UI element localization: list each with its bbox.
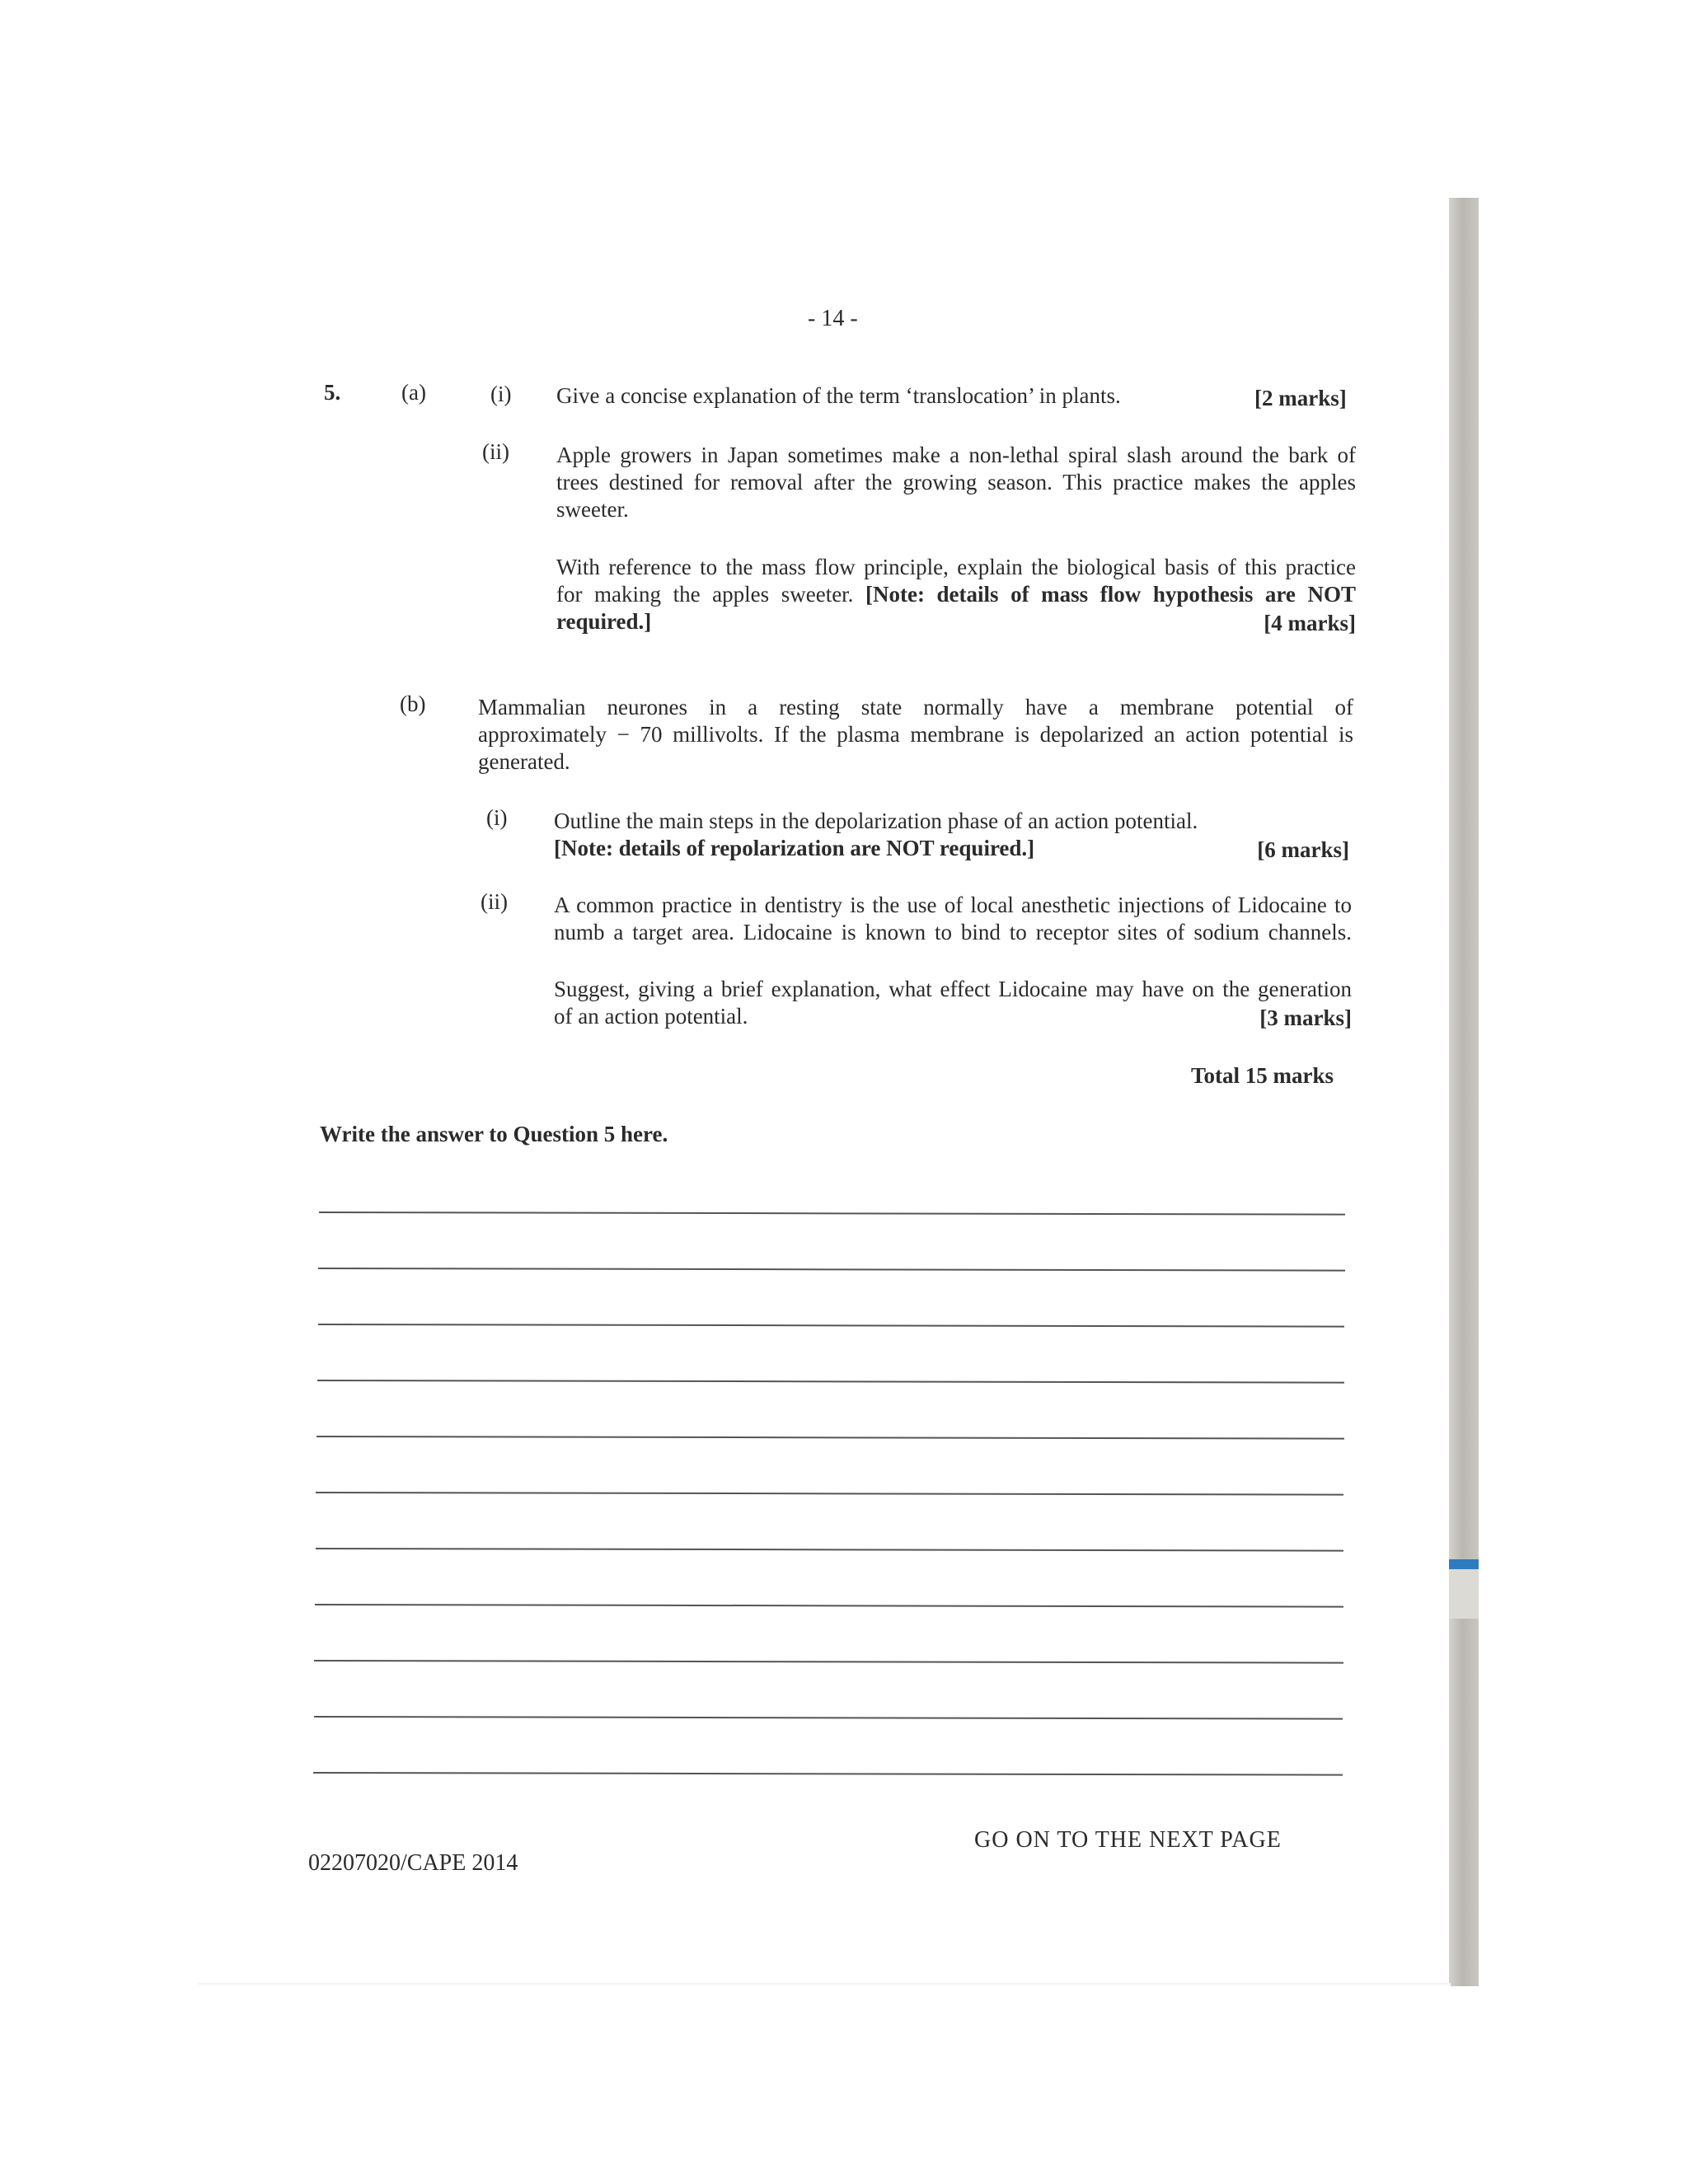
part-b-line-1: Mammalian neurones in a resting state normally have a membrane potential of — [478, 695, 1353, 719]
part-a-ii-marks: [4 marks] — [1264, 611, 1356, 635]
part-b-intro — [478, 694, 1353, 776]
scanned-page-edge — [1449, 198, 1479, 1986]
part-a-ii-line-2: trees destined for removal after the growing season. This practice makes the apples — [556, 470, 1356, 494]
part-a-i-label: (i) — [490, 382, 512, 406]
footer-next-page: GO ON TO THE NEXT PAGE — [974, 1827, 1282, 1853]
part-b-i-note-line — [554, 835, 1349, 862]
part-b-line-2: approximately − 70 millivolts. If the plasma membrane is depolarized an action potential is — [478, 722, 1353, 747]
answer-line — [316, 1548, 1343, 1552]
part-b-ii-para2-line-1: Suggest, giving a brief explanation, what effect Lidocaine may have on the generation — [554, 977, 1352, 1001]
footer-paper-code: 02207020/CAPE 2014 — [308, 1850, 518, 1876]
answer-line — [315, 1604, 1343, 1608]
part-b-line-3: generated. — [478, 749, 570, 774]
answer-line — [316, 1492, 1343, 1496]
part-a-label: (a) — [401, 380, 426, 405]
part-a-i-text: Give a concise explanation of the term ‘translocation’ in plants. — [556, 383, 1121, 408]
question-number: 5. — [324, 380, 341, 405]
part-a-i-marks: [2 marks] — [1254, 386, 1347, 410]
part-a-ii-line-1: Apple growers in Japan sometimes make a non-lethal spiral slash around the bark of — [556, 443, 1356, 467]
part-a-ii-para2-line-2-plain: for making the apples sweeter. — [556, 582, 854, 607]
part-b-i-text: Outline the main steps in the depolarization phase of an action potential. — [554, 808, 1198, 833]
part-a-ii-para2-line-3 — [556, 608, 1356, 635]
part-b-ii-paragraph-2 — [554, 976, 1352, 1030]
part-b-i-label: (i) — [486, 805, 508, 830]
answer-line — [314, 1660, 1343, 1664]
part-b-i-note: [Note: details of repolarization are NOT required.] — [554, 836, 1035, 860]
part-a-ii-paragraph-2 — [556, 554, 1356, 635]
part-a-ii-para2-line-2 — [556, 581, 1356, 608]
part-a-ii-line-3: sweeter. — [556, 497, 629, 522]
answer-line — [317, 1380, 1344, 1384]
part-a-ii-paragraph-1 — [556, 442, 1356, 523]
part-b-ii-line-2: numb a target area. Lidocaine is known to bind to receptor sites of sodium channels. — [554, 920, 1352, 944]
page-edge-band — [1449, 1569, 1479, 1619]
answer-line — [318, 1324, 1344, 1328]
part-a-ii-label: (ii) — [482, 439, 509, 464]
part-b-i-body — [554, 808, 1349, 862]
part-a-ii-note: [Note: details of mass flow hypothesis are NOT — [865, 582, 1356, 607]
part-a-ii-para2-line-1: With reference to the mass flow principle, explain the biological basis of this practice — [556, 555, 1356, 579]
answer-line — [319, 1212, 1345, 1216]
part-b-ii-paragraph-1 — [554, 892, 1352, 946]
page-bottom-shadow — [198, 1983, 1451, 1986]
total-marks: Total 15 marks — [1191, 1063, 1334, 1088]
part-b-ii-marks: [3 marks] — [1259, 1005, 1352, 1030]
part-b-label: (b) — [400, 691, 426, 716]
answer-line — [318, 1268, 1345, 1272]
answer-line — [314, 1716, 1343, 1720]
answer-line — [316, 1436, 1344, 1440]
page-edge-blue-mark — [1449, 1559, 1479, 1569]
part-a-ii-note-end: required.] — [556, 609, 652, 634]
answer-prompt: Write the answer to Question 5 here. — [320, 1122, 668, 1146]
answer-line — [313, 1772, 1343, 1776]
page-number: - 14 - — [808, 306, 858, 331]
part-b-ii-line-1: A common practice in dentistry is the use of local anesthetic injections of Lidocaine to — [554, 893, 1352, 917]
part-b-i-marks: [6 marks] — [1257, 837, 1349, 862]
part-b-ii-label: (ii) — [481, 889, 508, 914]
part-b-ii-para2-line-2 — [554, 1003, 1352, 1030]
part-b-ii-para2-text: of an action potential. — [554, 1004, 748, 1029]
